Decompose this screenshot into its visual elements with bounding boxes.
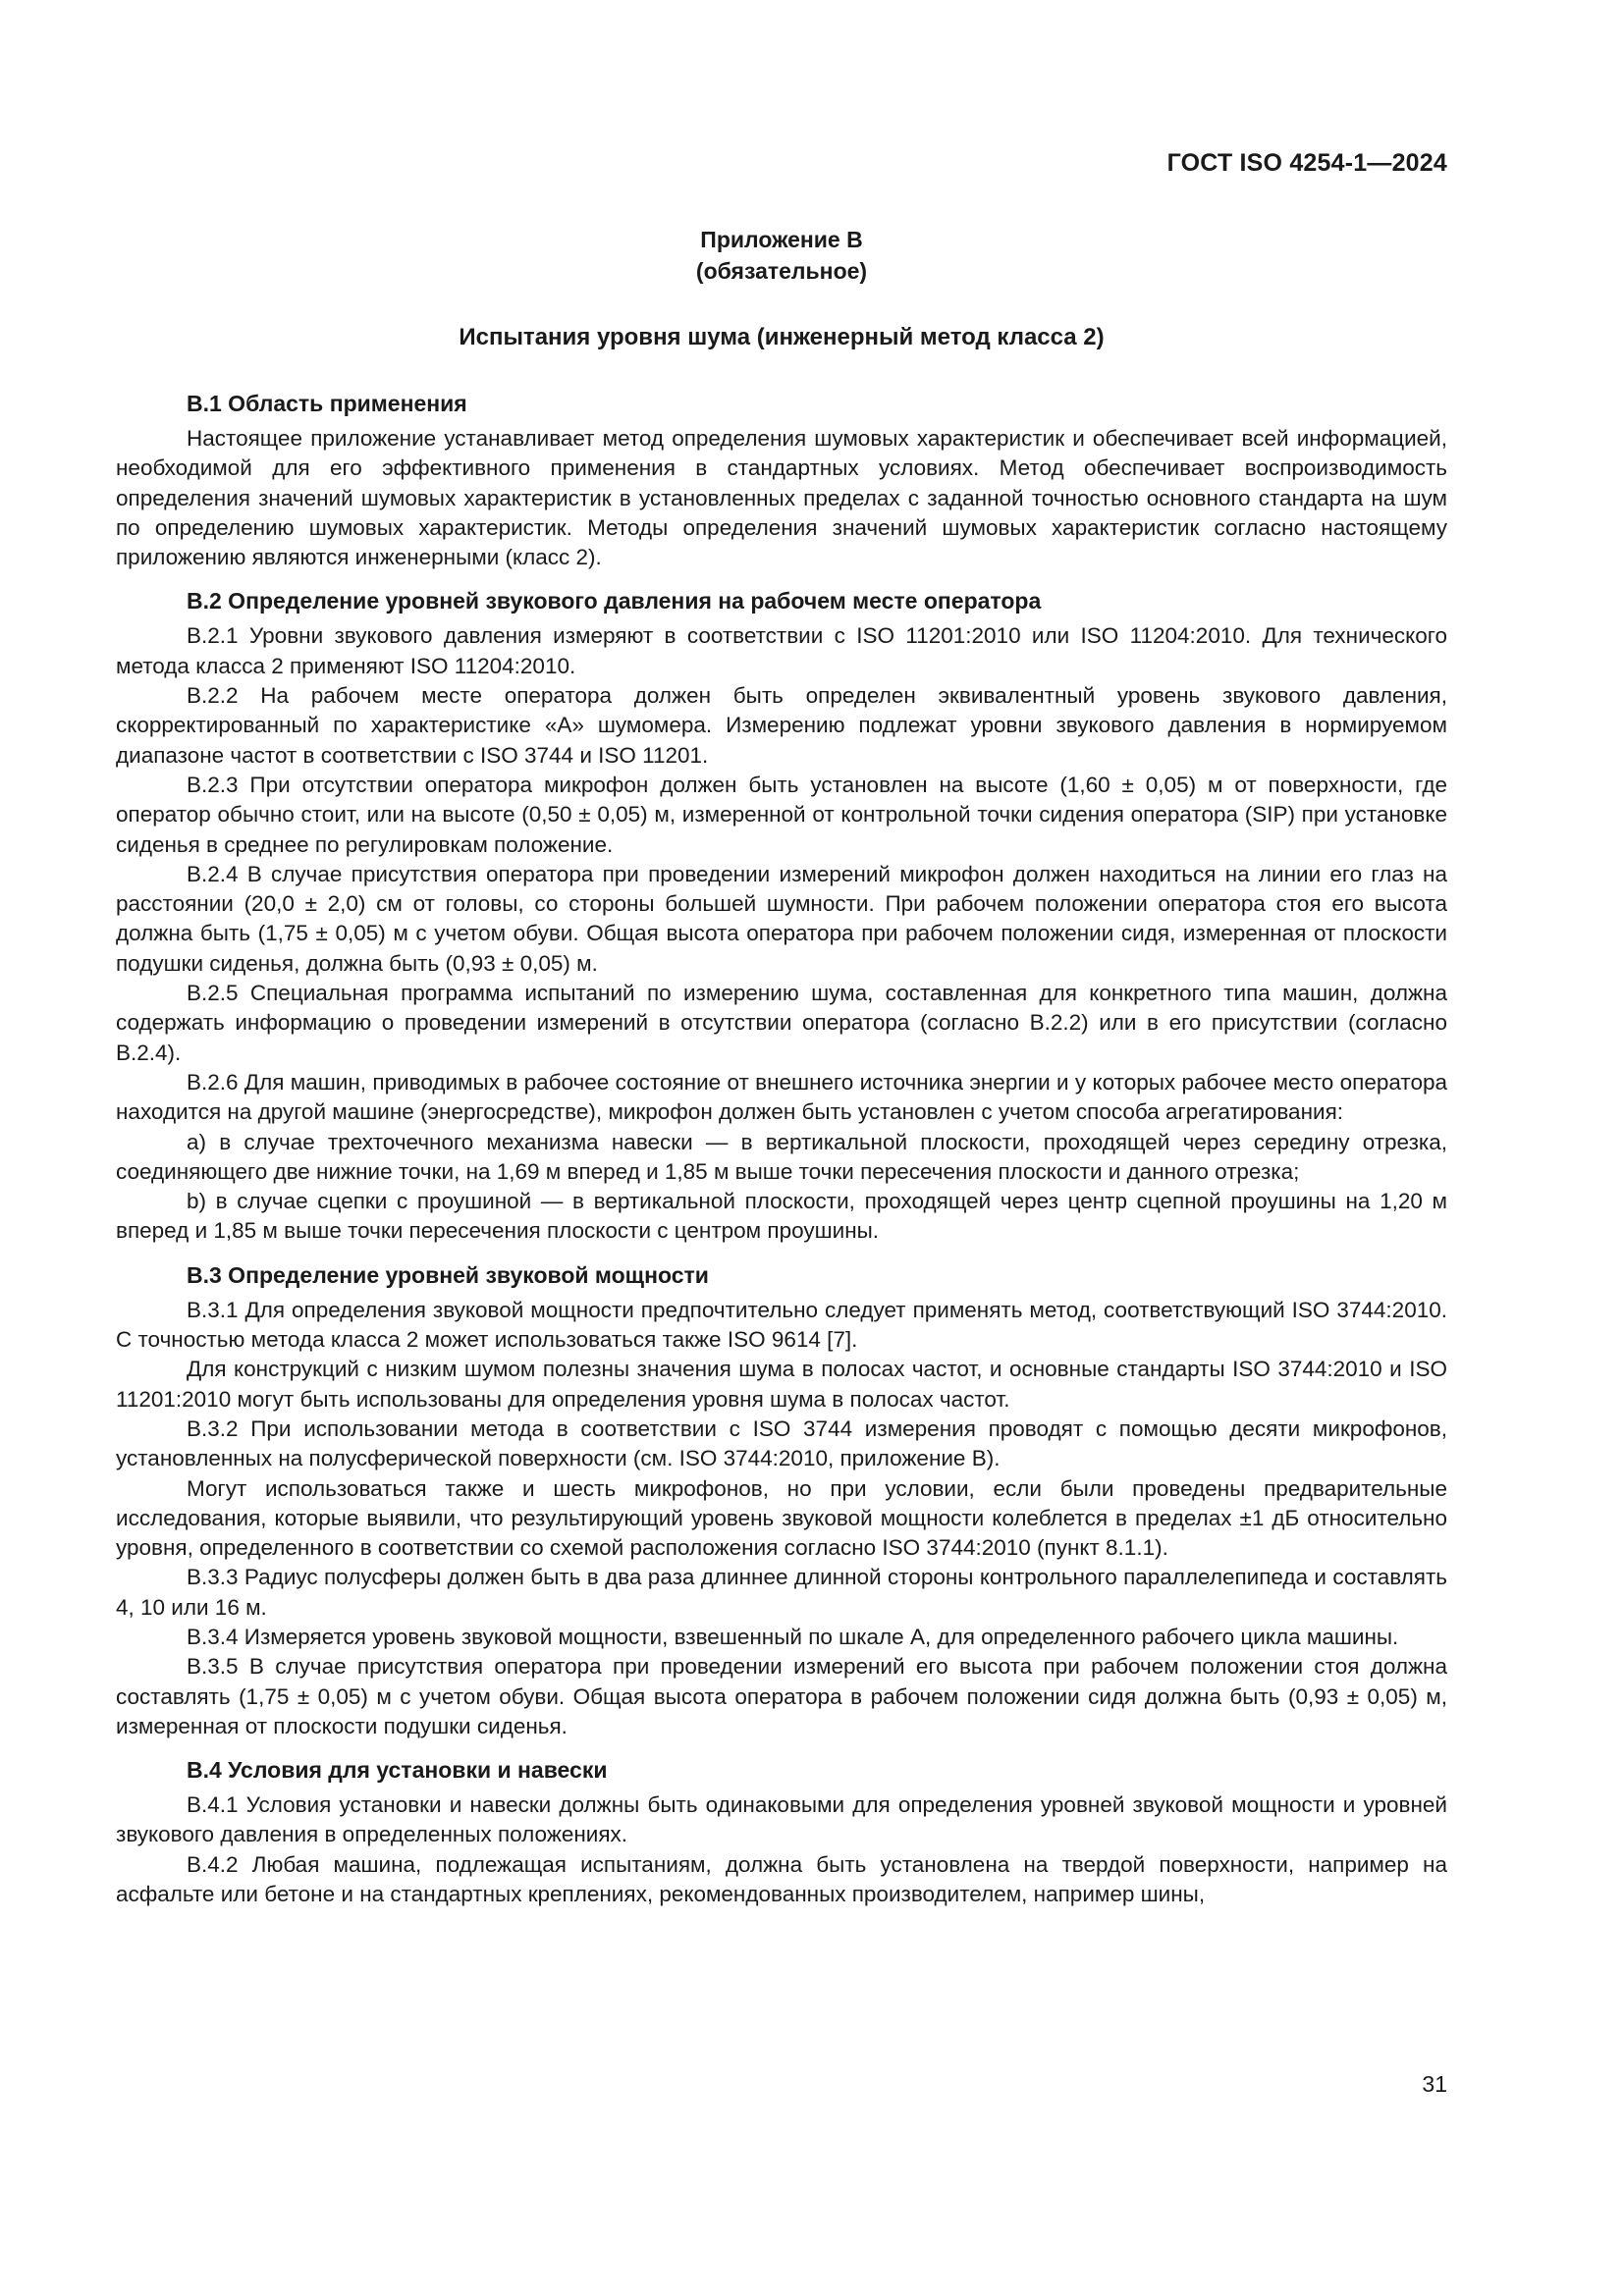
paragraph: В.4.2 Любая машина, подлежащая испытаниям, должна быть установлена на твердой поверхности, например на асфальте или бетоне и на стандартных креплениях, рекомендованных производителем, например шины, — [116, 1851, 1447, 1907]
paragraph: В.3.5 В случае присутствия оператора при проведении измерений его высота при рабочем положении стоя должна составлять (1,75 ± 0,05) м с учетом обуви. Общая высота оператора в рабочем положении сидя должна быть (0,93 ± 0,05) м, измеренная от плоскости подушки сиденья. — [116, 1654, 1447, 1738]
paragraph: Для конструкций с низким шумом полезны значения шума в полосах частот, и основные стандарты ISO 3744:2010 и ISO 11201:2010 могут быть использованы для определения уровня шума в полосах частот. — [116, 1357, 1447, 1412]
annex-status: (обязательное) — [695, 258, 868, 284]
page-number: 31 — [1422, 2071, 1447, 2097]
section-heading: В.3 Определение уровней звуковой мощности — [187, 1261, 709, 1288]
paragraph: В.3.3 Радиус полусферы должен быть в два раза длиннее длинной стороны контрольного параллелепипеда и составлять 4, 10 или 16 м. — [116, 1565, 1447, 1620]
page-content — [116, 224, 1447, 1909]
paragraph: В.3.2 При использовании метода в соответствии с ISO 3744 измерения проводят с помощью десяти микрофонов, установленных на полусферической поверхности (см. ISO 3744:2010, приложение В). — [116, 1415, 1447, 1471]
paragraph: В.3.4 Измеряется уровень звуковой мощности, взвешенный по шкале А, для определенного рабочего цикла машины. — [187, 1624, 1399, 1649]
list-item: b) в случае сцепки с проушиной — в вертикальной плоскости, проходящей через центр сцепной проушины на 1,20 м вперед и 1,85 м выше точки пересечения плоскости с центром проушины. — [116, 1189, 1447, 1244]
paragraph: В.2.4 В случае присутствия оператора при проведении измерений микрофон должен находиться на линии его глаз на расстоянии (20,0 ± 2,0) см от головы, со стороны большей шумности. При рабочем положении оператора стоя его высота должна быть (1,75 ± 0,05) м с учетом обуви. Общая высота оператора при рабочем положении сидя, измеренная от плоскости подушки сиденья, должна быть (0,93 ± 0,05) м. — [116, 861, 1447, 976]
paragraph: В.2.5 Специальная программа испытаний по измерению шума, составленная для конкретного типа машин, должна содержать информацию о проведении измерений в отсутствии оператора (согласно В.2.2) или в его присутствии (согласно В.2.4). — [116, 981, 1447, 1065]
paragraph: Настоящее приложение устанавливает метод определения шумовых характеристик и обеспечивает всей информацией, необходимой для его эффективного применения в стандартных условиях. Метод обеспечивает воспроизводимость определения значений шумовых характеристик в установленных пределах с заданной точностью основного стандарта на шум по определению шумовых характеристик. Методы определения значений шумовых характеристик согласно настоящему приложению являются инженерными (класс 2). — [116, 426, 1447, 570]
paragraph: В.2.3 При отсутствии оператора микрофон должен быть установлен на высоте (1,60 ± 0,05) м от поверхности, где оператор обычно стоит, или на высоте (0,50 ± 0,05) м, измеренной от контрольной точки сидения оператора (SIP) при установке сиденья в среднее по регулировкам положение. — [116, 772, 1447, 857]
paragraph: В.2.6 Для машин, приводимых в рабочее состояние от внешнего источника энергии и у которых рабочее место оператора находится на другой машине (энергосредстве), микрофон должен быть установлен с учетом способа агрегатирования: — [116, 1069, 1447, 1125]
section-heading: В.2 Определение уровней звукового давления на рабочем месте оператора — [187, 588, 1042, 614]
paragraph: Могут использоваться также и шесть микрофонов, но при условии, если были проведены предварительные исследования, которые выявили, что результирующий уровень звуковой мощности колеблется в пределах ±1 дБ относительно уровня, определенного в соответствии со схемой расположения согласно ISO 3744:2010 (пункт 8.1.1). — [116, 1475, 1447, 1561]
section-heading: В.4 Условия для установки и навески — [187, 1757, 608, 1784]
paragraph: В.2.2 На рабочем месте оператора должен быть определен эквивалентный уровень звукового давления, скорректированный по характеристике «А» шумомера. Измерению подлежат уровни звукового давления в нормируемом диапазоне частот в соответствии с ISO 3744 и ISO 11201. — [116, 683, 1447, 768]
paragraph: В.3.1 Для определения звуковой мощности предпочтительно следует применять метод, соответствующий ISO 3744:2010. С точностью метода класса 2 может использоваться также ISO 9614 [7]. — [116, 1297, 1447, 1353]
document-code: ГОСТ ISO 4254-1—2024 — [1166, 149, 1447, 177]
paragraph: В.4.1 Условия установки и навески должны быть одинаковыми для определения уровней звуковой мощности и уровней звукового давления в определенных положениях. — [116, 1792, 1447, 1847]
section-heading: В.1 Область применения — [187, 391, 467, 416]
paragraph: В.2.1 Уровни звукового давления измеряют в соответствии с ISO 11201:2010 или ISO 11204:2010. Для технического метода класса 2 применяют ISO 11204:2010. — [116, 623, 1447, 678]
list-item: а) в случае трехточечного механизма навески — в вертикальной плоскости, проходящей через середину отрезка, соединяющего две нижние точки, на 1,69 м вперед и 1,85 м выше точки пересечения плоскости и данного отрезка; — [116, 1129, 1447, 1184]
annex-heading: Испытания уровня шума (инженерный метод класса 2) — [459, 324, 1105, 350]
annex-title: Приложение В — [700, 227, 863, 252]
